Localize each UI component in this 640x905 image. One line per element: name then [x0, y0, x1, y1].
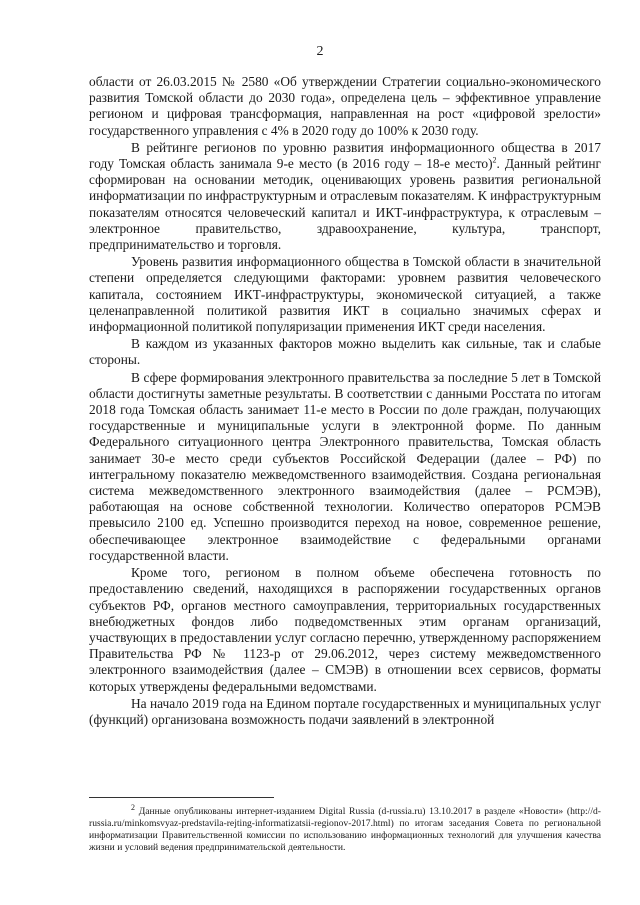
paragraph-e-government: В сфере формирования электронного правительства за последние 5 лет в Томской области достигнуты заметные результаты. В соответствии с данными Росстата по итогам 2018 года Томская область занимает 11-е место в России по доле граждан, получающих государственные и муниципальные услуги в электронной форме. По данным Федерального ситуационного центра Электронного правительства, Томская область занимает 30-е место среди субъектов Российской Федерации (далее – РФ) по интегральному показателю межведомственного взаимодействия. Создана региональная система межведомственного электронного взаимодействия (далее – РСМЭВ), работающая на основе собственной технологии. Количество операторов РСМЭВ превысило 2100 ед. Успешно производится переход на новое, современное решение, обеспечивающее электронное взаимодействие с федеральными органами государственной власти.	[89, 369, 601, 563]
paragraph-readiness: Кроме того, регионом в полном объеме обеспечена готовность по предоставлению сведений, находящихся в распоряжении государственных органов субъектов РФ, органов местного самоуправления, территориальных государственных внебюджетных фондов либо подведомственных этим органам организаций, участвующих в предоставлении услуг согласно перечню, утвержденному распоряжением Правительства РФ № 1123-р от 29.06.2012, через систему межведомственного электронного взаимодействия (далее – СМЭВ) в отношении всех сервисов, форматы которых утверждены федеральными ведомствами.	[89, 565, 601, 694]
paragraph-strategy-continuation: области от 26.03.2015 № 2580 «Об утверждении Стратегии социально-экономического развития Томской области до 2030 года», определена цель – эффективное управление регионом и цифровая трансформация, направленная на рост «цифровой зрелости» государственного управления с 4% в 2020 году до 100% к 2030 году.	[89, 74, 601, 138]
paragraph-development-factors: Уровень развития информационного общества в Томской области в значительной степени определяется следующими факторами: уровнем развития человеческого капитала, состоянием ИКТ-инфраструктуры, экономической ситуацией, а также целенаправленной политикой развития ИКТ в социально значимых сферах и информационной политикой популяризации применения ИКТ среди населения.	[89, 254, 601, 335]
footnote	[89, 802, 602, 854]
rating-text-period: .	[496, 156, 500, 172]
footnote-reference[interactable]: 2	[492, 155, 497, 165]
footnote-divider	[89, 797, 274, 798]
page-number: 2	[316, 44, 324, 59]
paragraph-strengths-weaknesses: В каждом из указанных факторов можно выделить как сильные, так и слабые стороны.	[89, 336, 601, 368]
footnote-text: Данные опубликованы интернет-изданием Digital Russia (d-russia.ru) 13.10.2017 в разделе «Новости» (http://d-russia.ru/minkomsvyaz-predstavila-rejting-informatizatsii-regionov-2017.html) по итогам заседания Совета по региональной информатизации Правительственной комиссии по использованию информационных технологий для улучшения качества жизни и условий ведения предпринимательской деятельности.	[89, 806, 602, 853]
paragraph-rating	[89, 140, 601, 253]
body-text	[89, 74, 601, 728]
rating-text: В рейтинге регионов по уровню развития информационного общества в 2017 году Томская область занимала 9-е место (в 2016 году – 18-е место)	[89, 139, 601, 172]
rating-methodology-text: Данный рейтинг сформирован на основании методик, оценивающих уровень развития региональной информатизации по инфраструктурным и отраслевым показателям. К инфраструктурным показателям относятся человеческий капитал и ИКТ-инфраструктура, к отраслевым – электронное правительство, здравоохранение, культура, транспорт, предпринимательство и торговля.	[89, 156, 602, 253]
footnote-marker: 2	[131, 802, 135, 812]
paragraph-unified-portal: На начало 2019 года на Едином портале государственных и муниципальных услуг (функций) организована возможность подачи заявлений в электронной	[89, 695, 601, 727]
